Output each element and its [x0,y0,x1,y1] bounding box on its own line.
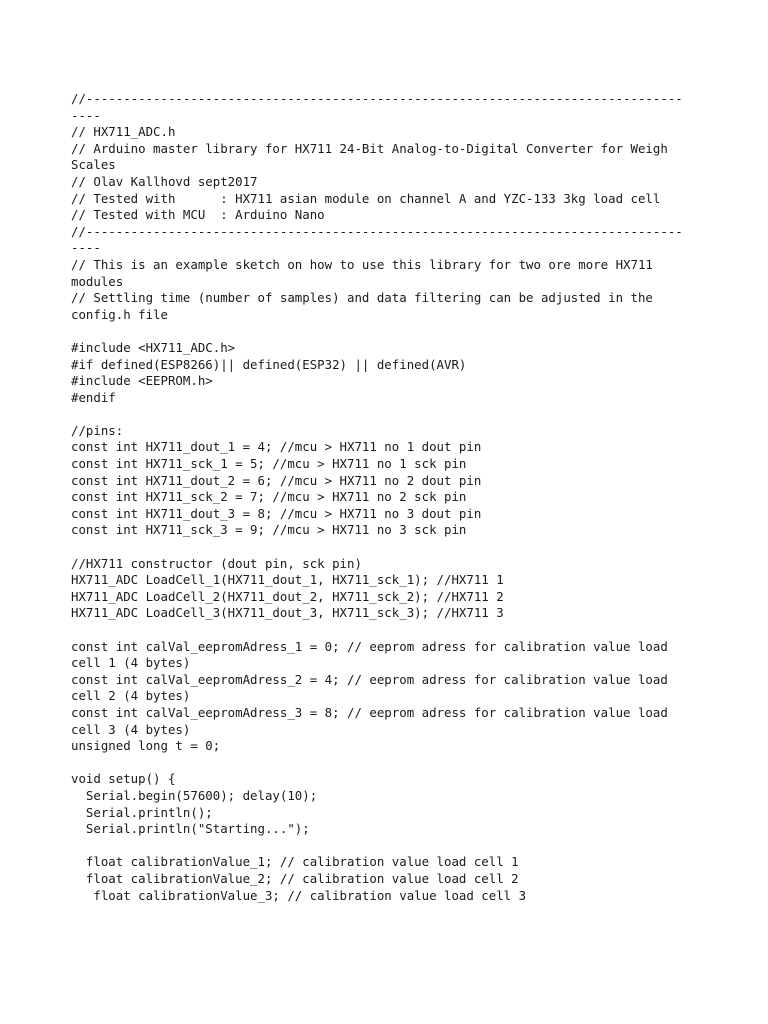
code-line: float calibrationValue_2; // calibration value load cell 2 [71,870,519,886]
code-line: //-------------------------------------------------------------------------------- [71,223,683,239]
code-line: //pins: [71,422,124,438]
code-line: //-------------------------------------------------------------------------------- [71,91,683,106]
code-line: HX711_ADC LoadCell_3(HX711_dout_3, HX711_sck_3); //HX711 3 [71,605,504,621]
code-line: cell 1 (4 bytes) [71,655,191,671]
code-line: // Tested with : HX711 asian module on channel A and YZC-133 3kg load cell [71,190,661,206]
code-line: cell 2 (4 bytes) [71,688,191,704]
code-line: // Arduino master library for HX711 24-Bit Analog-to-Digital Converter for Weigh [71,140,668,156]
code-line [71,406,711,423]
code-line: // Settling time (number of samples) and data filtering can be adjusted in the [71,290,653,306]
code-line: cell 3 (4 bytes) [71,721,191,737]
code-line: float calibrationValue_3; // calibration value load cell 3 [71,887,527,903]
code-line: Serial.begin(57600); delay(10); [71,787,318,803]
code-line: #include <HX711_ADC.h> [71,339,236,355]
code-line: const int calVal_eepromAdress_1 = 0; // eeprom adress for calibration value load [71,638,668,654]
code-line: config.h file [71,306,168,322]
code-line: const int HX711_sck_3 = 9; //mcu > HX711 no 3 sck pin [71,522,467,538]
code-line: #include <EEPROM.h> [71,373,213,389]
code-line: HX711_ADC LoadCell_2(HX711_dout_2, HX711_sck_2); //HX711 2 [71,588,504,604]
code-line: float calibrationValue_1; // calibration value load cell 1 [71,854,519,870]
code-line [71,755,711,772]
code-line: void setup() { [71,771,176,787]
code-line: // This is an example sketch on how to use this library for two ore more HX711 [71,256,653,272]
code-line: //HX711 constructor (dout pin, sck pin) [71,555,362,571]
code-listing [71,91,711,904]
code-line [71,622,711,639]
code-line: unsigned long t = 0; [71,738,221,754]
code-line: const int calVal_eepromAdress_2 = 4; // eeprom adress for calibration value load [71,671,668,687]
code-line: const int HX711_dout_2 = 6; //mcu > HX711 no 2 dout pin [71,472,482,488]
code-line: const int HX711_sck_1 = 5; //mcu > HX711 no 1 sck pin [71,456,467,472]
code-line: // Tested with MCU : Arduino Nano [71,207,325,223]
code-line: const int HX711_dout_1 = 4; //mcu > HX711 no 1 dout pin [71,439,482,455]
code-line: HX711_ADC LoadCell_1(HX711_dout_1, HX711_sck_1); //HX711 1 [71,572,504,588]
code-line: Serial.println("Starting..."); [71,821,310,837]
code-line: Serial.println(); [71,804,213,820]
code-line: const int HX711_dout_3 = 8; //mcu > HX711 no 3 dout pin [71,505,482,521]
code-line [71,838,711,855]
code-line: ---- [71,107,101,123]
code-line: Scales [71,157,116,173]
code-line: modules [71,273,124,289]
code-line: #endif [71,389,116,405]
code-line: const int calVal_eepromAdress_3 = 8; // eeprom adress for calibration value load [71,704,668,720]
code-line: // Olav Kallhovd sept2017 [71,173,258,189]
code-line [71,539,711,556]
code-line: // HX711_ADC.h [71,124,176,140]
code-line [71,323,711,340]
code-line: ---- [71,240,101,256]
code-line: const int HX711_sck_2 = 7; //mcu > HX711 no 2 sck pin [71,489,467,505]
code-line: #if defined(ESP8266)|| defined(ESP32) || defined(AVR) [71,356,467,372]
